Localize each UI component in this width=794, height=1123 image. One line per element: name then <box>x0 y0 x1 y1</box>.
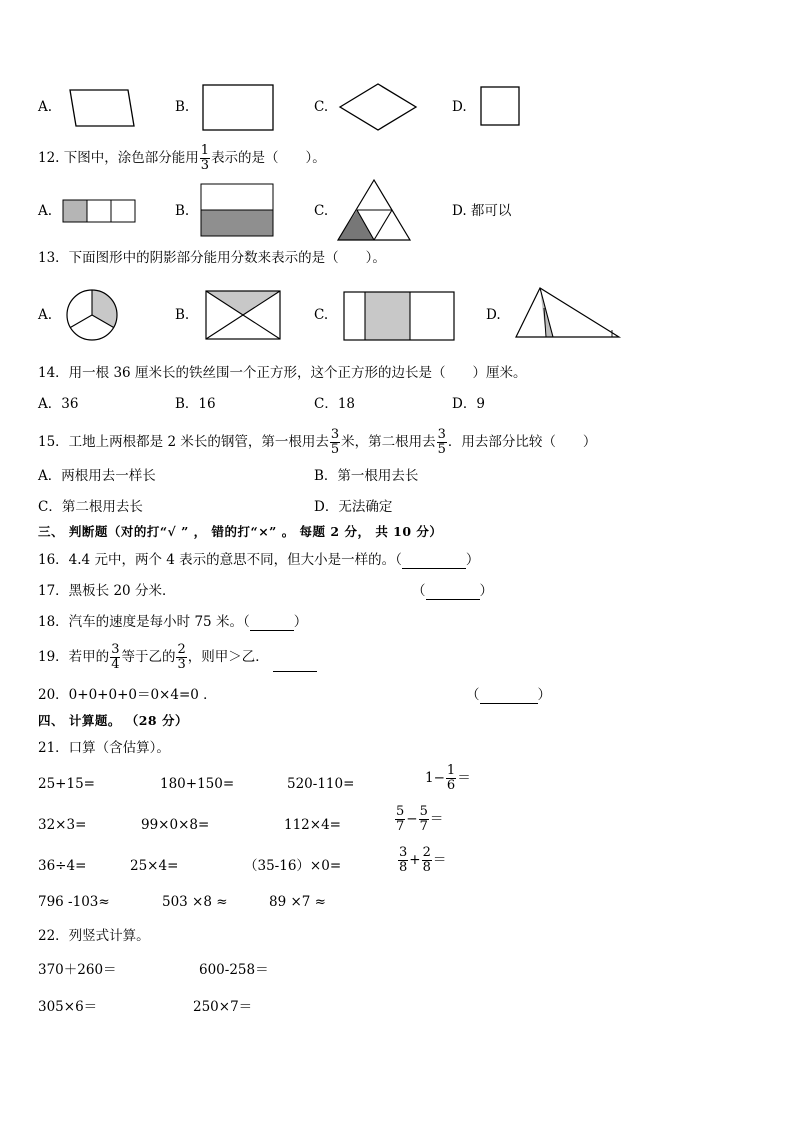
q21-r1-frac-post: ＝ <box>457 770 471 786</box>
q21-r3-frac2-num: 2 <box>422 845 431 860</box>
q21-r3-frac2-den: 8 <box>422 860 431 875</box>
q19-text-mid: 等于乙的 <box>121 649 176 665</box>
q21-r3-item-1: 36÷4= <box>38 858 87 874</box>
q17-open-paren: （ <box>412 583 426 599</box>
q21-r1-item-3: 520-110= <box>287 776 355 792</box>
question-14: 14．用一根 36 厘米长的铁丝围一个正方形，这个正方形的边长是（ ）厘米。 <box>38 365 527 381</box>
q17-answer <box>412 582 493 600</box>
q19-answer-blank[interactable] <box>273 657 317 672</box>
question-19 <box>38 643 317 672</box>
q12-option-c-label: C. <box>314 203 329 219</box>
q21-r4-item-2: 503 ×8 ≈ <box>162 894 228 910</box>
q21-r2-frac2-num: 5 <box>419 804 428 819</box>
q19-frac2-den: 3 <box>177 657 186 672</box>
q20-close-paren: ） <box>537 687 551 703</box>
q11-parallelogram <box>66 88 138 128</box>
q15-option-d: D．无法确定 <box>314 499 393 515</box>
q19-frac2-num: 2 <box>177 642 186 657</box>
q13-circle-figure <box>66 289 120 343</box>
q15-frac2-num: 3 <box>437 427 446 442</box>
q21-r2-item-1: 32×3= <box>38 817 87 833</box>
q21-r2-frac1-den: 7 <box>396 819 405 834</box>
q14-option-d: D．9 <box>452 396 485 412</box>
q21-r1-frac-den: 6 <box>446 778 456 793</box>
question-15 <box>38 428 596 457</box>
q18-answer-blank[interactable] <box>250 616 294 631</box>
q19-fraction-2 <box>176 643 186 672</box>
question-12 <box>38 144 326 173</box>
q21-r2-frac2-den: 7 <box>419 819 428 834</box>
q15-fraction-1 <box>330 428 340 457</box>
q19-fraction-1 <box>110 643 120 672</box>
question-18 <box>38 613 307 631</box>
q12-text-pre: 下图中，涂色部分能用 <box>63 150 199 166</box>
q19-frac1-den: 4 <box>111 657 120 672</box>
q13-three-part-rect-figure <box>343 291 457 343</box>
q22-r2-item-2: 250×7＝ <box>193 999 253 1015</box>
q13-option-a-label: A. <box>38 307 53 323</box>
q21-r2-frac-op: − <box>406 811 418 827</box>
q13-option-c-label: C. <box>314 307 329 323</box>
q11-option-d-label: D. <box>452 99 467 115</box>
q21-r3-frac1-den: 8 <box>399 860 408 875</box>
q12-fraction <box>200 144 210 173</box>
q21-r3-fraction-1 <box>398 846 408 875</box>
q15-option-c: C．第二根用去长 <box>38 499 143 515</box>
q21-r3-frac-post: ＝ <box>432 852 447 868</box>
q15-text-mid: 米，第二根用去 <box>341 434 436 450</box>
q19-text-pre: 19．若甲的 <box>38 649 110 665</box>
q14-option-b: B．16 <box>175 396 216 412</box>
q21-r2-frac1-num: 5 <box>396 804 405 819</box>
q11-square <box>480 86 522 128</box>
q21-r1-item-1: 25+15= <box>38 776 95 792</box>
q21-r3-fraction-2 <box>422 846 432 875</box>
question-22-title: 22．列竖式计算。 <box>38 928 150 944</box>
q15-fraction-2 <box>437 428 447 457</box>
q11-rectangle <box>202 84 276 132</box>
q21-r1-frac-pre: 1− <box>425 770 445 786</box>
q21-r1-fraction <box>446 764 456 793</box>
q20-answer-blank[interactable] <box>480 689 538 704</box>
q21-r2-frac-post: ＝ <box>429 811 444 827</box>
q12-option-d-label: D. 都可以 <box>452 203 512 219</box>
q21-r1-item-2: 180+150= <box>160 776 235 792</box>
q21-r3-item-3: （35-16）×0= <box>244 858 342 874</box>
q18-close-paren: ） <box>293 614 308 630</box>
q13-option-b-label: B. <box>175 307 190 323</box>
q21-r1-frac-num: 1 <box>446 763 456 778</box>
q12-strip-figure <box>62 199 138 225</box>
question-21-title: 21．口算（含估算）。 <box>38 740 170 756</box>
q17-close-paren: ） <box>479 583 493 599</box>
q22-r2-item-1: 305×6＝ <box>38 999 98 1015</box>
q12-frac-den: 3 <box>200 158 210 173</box>
q16-text: 16．4.4 元中，两个 4 表示的意思不同，但大小是一样的。（ <box>38 552 402 568</box>
q20-open-paren: （ <box>466 687 480 703</box>
q17-answer-blank[interactable] <box>426 585 480 600</box>
q21-r3-frac1-num: 3 <box>399 845 408 860</box>
q11-option-a-label: A. <box>38 99 53 115</box>
q12-rect-figure <box>200 183 276 239</box>
q21-r3-frac-op: + <box>409 852 421 868</box>
q18-text: 18．汽车的速度是每小时 75 米。（ <box>38 614 250 630</box>
question-17: 17．黑板长 20 分米． <box>38 583 176 599</box>
q11-option-c-label: C. <box>314 99 329 115</box>
q22-r1-item-1: 370＋260＝ <box>38 962 117 978</box>
question-20: 20．0+0+0+0＝0×4=0 ． <box>38 687 217 703</box>
q21-r2-item-3: 112×4= <box>284 817 341 833</box>
q15-frac1-den: 5 <box>330 442 340 457</box>
q11-rhombus <box>338 82 420 134</box>
q19-text-post: ，则甲＞乙． <box>187 649 269 665</box>
q21-r3-fraction-expr <box>397 846 446 875</box>
q12-number: 12. <box>38 150 60 166</box>
q15-option-a: A．两根用去一样长 <box>38 468 156 484</box>
question-13: 13．下面图形中的阴影部分能用分数来表示的是（ ）。 <box>38 250 386 266</box>
q12-text-post: 表示的是（ ）。 <box>211 150 326 166</box>
q21-r2-fraction-2 <box>419 805 429 834</box>
q11-option-b-label: B. <box>175 99 190 115</box>
q12-option-a-label: A. <box>38 203 53 219</box>
q12-frac-num: 1 <box>200 143 210 158</box>
q21-r2-fraction-1 <box>395 805 405 834</box>
section-4-title: 四、 计算题。 （28 分） <box>38 713 188 728</box>
q12-option-b-label: B. <box>175 203 190 219</box>
q12-triangle-figure <box>336 178 414 244</box>
q16-answer-blank[interactable] <box>402 554 466 569</box>
q21-r1-fraction-expr <box>425 764 471 793</box>
q21-r4-item-1: 796 -103≈ <box>38 894 110 910</box>
q21-r4-item-3: 89 ×7 ≈ <box>269 894 326 910</box>
q14-option-c: C．18 <box>314 396 356 412</box>
q13-triangle-figure <box>514 286 624 342</box>
q13-rect-x-figure <box>205 290 283 342</box>
q16-close-paren: ） <box>465 552 480 568</box>
q15-option-b: B．第一根用去长 <box>314 468 419 484</box>
q21-r2-item-2: 99×0×8= <box>141 817 210 833</box>
q22-r1-item-2: 600-258＝ <box>199 962 269 978</box>
q21-r2-fraction-expr <box>394 805 443 834</box>
q15-text-pre: 15．工地上两根都是 2 米长的钢管，第一根用去 <box>38 434 329 450</box>
section-3-title: 三、 判断题（对的打“√ ” ， 错的打“×” 。 每题 2 分， 共 10 分） <box>38 524 443 539</box>
q20-answer <box>466 686 551 704</box>
q19-frac1-num: 3 <box>111 642 120 657</box>
q15-frac1-num: 3 <box>330 427 340 442</box>
q15-text-post: ．用去部分比较（ ） <box>447 434 597 450</box>
q13-option-d-label: D. <box>486 307 501 323</box>
q21-r3-item-2: 25×4= <box>130 858 179 874</box>
q14-option-a: A．36 <box>38 396 79 412</box>
q15-frac2-den: 5 <box>437 442 446 457</box>
question-16 <box>38 551 479 569</box>
